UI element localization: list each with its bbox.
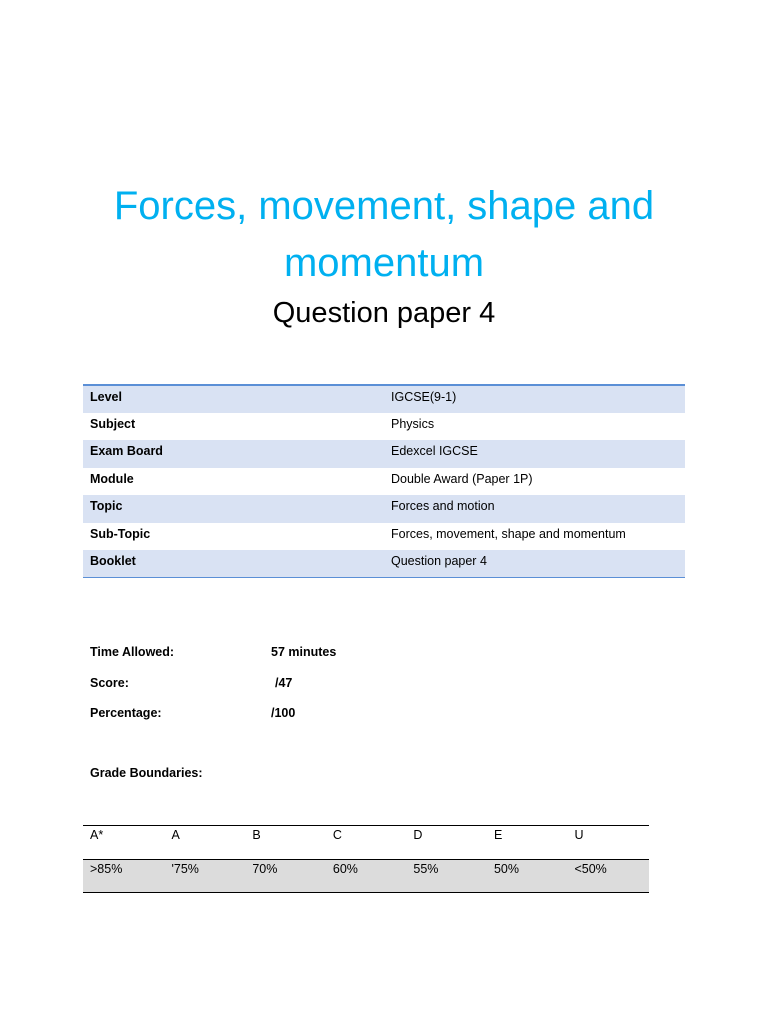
grade-header: B (252, 828, 261, 842)
grade-value: 55% (413, 862, 439, 876)
info-value: Physics (391, 416, 435, 431)
grade-boundaries-table (83, 825, 649, 893)
grade-header: E (493, 828, 503, 842)
score-value: /47 (275, 676, 293, 690)
grade-header: D (413, 828, 423, 842)
info-label: Level (90, 390, 122, 404)
grade-value: 70% (252, 862, 278, 876)
info-label: Subject (90, 416, 136, 431)
info-value: Edexcel IGCSE (391, 444, 478, 458)
percentage-value: /100 (271, 706, 296, 720)
info-row-level (83, 385, 685, 413)
info-value: Double Award (Paper 1P) (391, 471, 533, 486)
grade-boundaries-label: Grade Boundaries: (90, 766, 203, 780)
percentage-label: Percentage: (90, 706, 162, 720)
info-label: Module (90, 471, 134, 486)
grade-header: A* (90, 828, 104, 842)
info-value: IGCSE(9-1) (391, 390, 457, 404)
document-title (0, 178, 768, 292)
info-label: Sub-Topic (90, 526, 151, 541)
grade-value: 60% (332, 862, 358, 876)
info-row-sub-topic (83, 523, 685, 551)
info-label: Exam Board (90, 444, 163, 458)
grade-value: 50% (493, 862, 519, 876)
info-label: Booklet (90, 554, 136, 568)
grade-header: U (574, 828, 584, 842)
title-line-1: Forces, movement, shape and (113, 184, 655, 228)
info-row-exam-board (83, 440, 685, 468)
info-value: Forces and motion (391, 499, 495, 513)
info-row-topic (83, 495, 685, 523)
info-value: Forces, movement, shape and momentum (391, 526, 626, 541)
info-table (83, 384, 685, 578)
grade-header-row (83, 826, 649, 860)
info-row-subject (83, 413, 685, 441)
time-allowed-label: Time Allowed: (90, 645, 175, 659)
grade-header: A (171, 828, 180, 842)
document-subtitle: Question paper 4 (272, 297, 496, 329)
time-allowed-value: 57 minutes (271, 645, 337, 659)
info-row-booklet (83, 550, 685, 578)
info-row-module (83, 468, 685, 496)
grade-value: >85% (90, 862, 123, 876)
grade-value-row (83, 860, 649, 893)
grade-header: C (332, 828, 342, 842)
score-label: Score: (90, 676, 129, 690)
info-value: Question paper 4 (391, 554, 487, 568)
grade-value: '75% (171, 862, 199, 876)
title-line-2: momentum (283, 241, 485, 285)
grade-value: <50% (574, 862, 607, 876)
info-label: Topic (90, 499, 123, 513)
